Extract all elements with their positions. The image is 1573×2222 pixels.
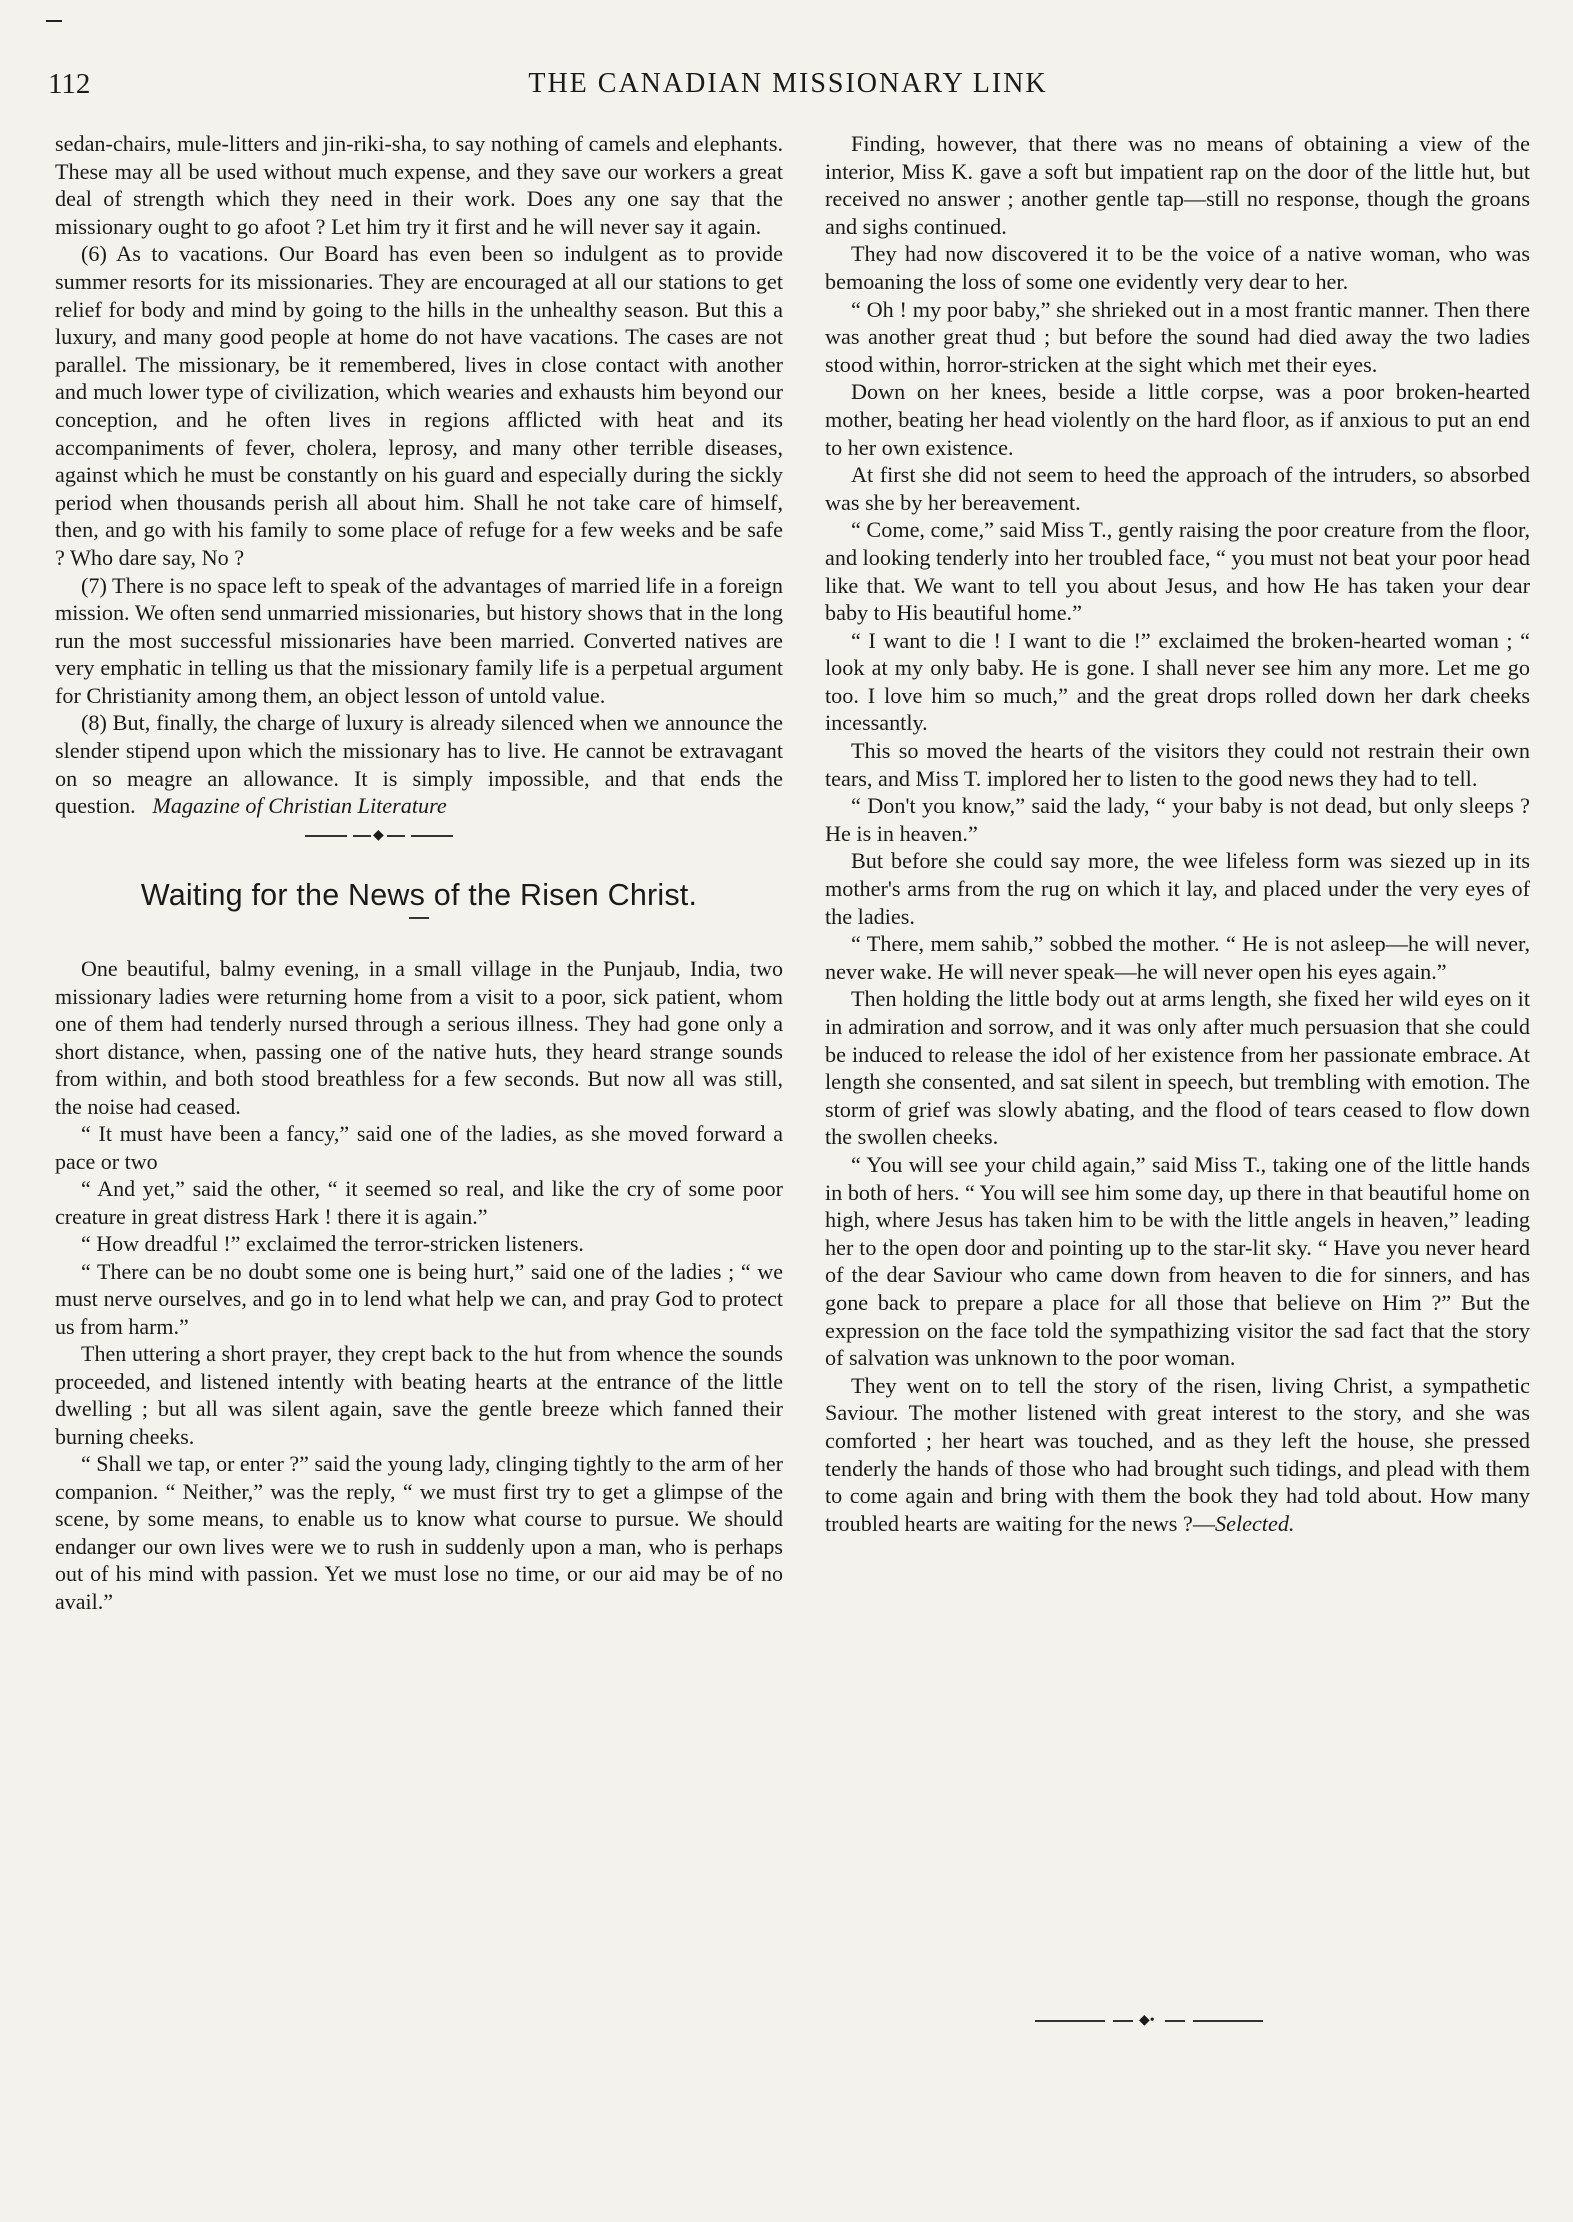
- story-paragraph: Finding, however, that there was no means of obtaining a view of the interior, Miss K. gave a soft but impatient rap on the door of the little hut, but received no answer ; another gentle tap—still no response, though the groans and sighs continued.: [825, 131, 1530, 239]
- story-paragraph: Down on her knees, beside a little corpse, was a poor broken-hearted mother, beating her head violently on the hard floor, as if anxious to put an end to her own existence.: [825, 379, 1530, 460]
- story-paragraph: But before she could say more, the wee lifeless form was siezed up in its mother's arms from the rug on which it lay, and placed under the very eyes of the ladies.: [825, 848, 1530, 929]
- corner-mark: [46, 20, 62, 22]
- story-paragraph-text: They went on to tell the story of the risen, living Christ, a sympathetic Saviour. The mother listened with great interest to the story, and she was comforted ; her heart was touched, and as they left the house, she pressed tenderly the hands of those who had brought such tidings, and plead with them to come again and bring with them the book they had told about. How many troubled hearts are waiting for the news ?: [825, 1372, 1530, 1536]
- page-number: 112: [48, 68, 91, 100]
- story-paragraph: “ How dreadful !” exclaimed the terror-stricken listeners.: [81, 1231, 584, 1257]
- article-paragraph: (7) There is no space left to speak of the advantages of married life in a foreign mission. We often send unmarried missionaries, but history shows that in the long run the most successful missionaries have been married. Converted natives are very emphatic in telling us that the missionary family life is a perpetual argument for Christianity among them, an object lesson of untold value.: [55, 572, 783, 708]
- story-paragraph: They had now discovered it to be the voice of a native woman, who was bemoaning the loss of some one evidently very dear to her.: [825, 241, 1530, 294]
- story-paragraph: They went on to tell the story of the risen, living Christ, a sympathetic Saviour. The mother listened with great interest to the story, and she was comforted ; her heart was touched, and as they left the house, she pressed tenderly the hands of those who had brought such tidings, and plead with them to come again and bring with them the book they had told about. How many troubled hearts are waiting for the news ?—Selected.: [825, 1372, 1530, 1536]
- story-paragraph: “ Don't you know,” said the lady, “ your baby is not dead, but only sleeps ? He is in heaven.”: [825, 793, 1530, 846]
- story-paragraph: “ Shall we tap, or enter ?” said the young lady, clinging tightly to the arm of her companion. “ Neither,” was the reply, “ we must first try to get a glimpse of the scene, by some means, to enable us to know what course to pursue. We should endanger our own lives were we to rush in suddenly upon a man, who is perhaps out of his mind with passion. Yet we must lose no time, or our aid may be of no avail.”: [55, 1451, 783, 1614]
- story-paragraph: At first she did not seem to heed the approach of the intruders, so absorbed was she by her bereavement.: [825, 462, 1530, 515]
- story-paragraph: “ Oh ! my poor baby,” she shrieked out in a most frantic manner. Then there was another great thud ; but before the sound had died away the two ladies stood within, horror-stricken at the sight which met their eyes.: [825, 296, 1530, 377]
- article-paragraph-text: (8) But, finally, the charge of luxury is already silenced when we announce the slender stipend upon which the missionary has to live. He cannot be extravagant on so meagre an allowance. It is simply impossible, and that ends the question.: [55, 710, 783, 819]
- story-paragraph: “ And yet,” said the other, “ it seemed so real, and like the cry of some poor creature in great distress Hark ! there it is again.”: [55, 1176, 783, 1229]
- story-paragraph: “ You will see your child again,” said Miss T., taking one of the little hands in both of hers. “ You will see him some day, up there in that beautiful home on high, where Jesus has taken him to be with the little angels in heaven,” leading her to the open door and pointing up to the star-lit sky. “ Have you never heard of the dear Saviour who came down from heaven to die for sinners, and has gone back to prepare a place for all those that believe on Him ?” But the expression on the face told the sympathizing visitor the sad fact that the story of salvation was unknown to the poor woman.: [825, 1151, 1530, 1371]
- article-source: Magazine of Christian Literature: [152, 793, 447, 819]
- story-paragraph: Then uttering a short prayer, they crept back to the hut from whence the sounds proceeded, and listened intently with beating hearts at the entrance of the little dwelling ; but all was silent again, save the gentle breeze which fanned their burning cheeks.: [55, 1341, 783, 1449]
- end-ornament: ◆•: [1035, 2011, 1295, 2031]
- article-paragraph: (6) As to vacations. Our Board has even been so indulgent as to provide summer resorts for its missionaries. They are encouraged at all our stations to get relief for body and mind by going to the hills in the unhealthy season. But this a luxury, and many good people at home do not have vacations. The cases are not parallel. The missionary, be it remembered, lives in close contact with another and much lower type of civilization, which wearies and exhausts him beyond our conception, and he often lives in regions afflicted with heat and its accompaniments of fever, cholera, leprosy, and many other terrible diseases, against which he must be constantly on his guard and especially during the sickly period when thousands perish all about him. Shall he not take care of himself, then, and go with his family to some place of refuge for a few weeks and be safe ? Who dare say, No ?: [55, 241, 783, 570]
- story-paragraph: “ There, mem sahib,” sobbed the mother. “ He is not asleep—he will never, never wake. He will never speak—he will never open his eyes again.”: [825, 931, 1530, 984]
- story-title: Waiting for the News of the Risen Christ.: [140, 877, 698, 912]
- story-paragraph: One beautiful, balmy evening, in a small village in the Punjaub, India, two missionary ladies were returning home from a visit to a poor, sick patient, whom one of them had tenderly nursed through a serious illness. They had gone only a short distance, when, passing one of the native huts, they heard strange sounds from within, and both stood breathless for a few seconds. But now all was still, the noise had ceased.: [55, 956, 783, 1119]
- article-paragraph: sedan-chairs, mule-litters and jin-riki-sha, to say nothing of camels and elephants. These may all be used without much expense, and they save our workers a great deal of strength which they need in their work. Does any one say that the missionary ought to go afoot ? Let him try it first and he will never say it again.: [55, 131, 783, 239]
- running-title: THE CANADIAN MISSIONARY LINK: [528, 68, 1048, 99]
- story-paragraph: Then holding the little body out at arms length, she fixed her wild eyes on it in admiration and sorrow, and it was only after much persuasion that she could be induced to release the idol of her existence from her passionate embrace. At length she consented, and sat silent in speech, but trembling with emotion. The storm of grief was slowly abating, and the flood of tears ceased to flow down the swollen cheeks.: [825, 986, 1530, 1150]
- page-header: [48, 68, 1528, 108]
- story-source: Selected.: [1215, 1510, 1295, 1536]
- story-paragraph: “ There can be no doubt some one is being hurt,” said one of the ladies ; “ we must nerve ourselves, and go in to lend what help we can, and pray God to protect us from harm.”: [55, 1258, 783, 1339]
- story-body: [55, 955, 783, 1615]
- section-divider-ornament: ◆: [55, 820, 783, 852]
- story-paragraph: This so moved the hearts of the visitors they could not restrain their own tears, and Miss T. implored her to listen to the good news they had to tell.: [825, 738, 1530, 791]
- left-column: [55, 130, 783, 1615]
- right-column: [825, 130, 1530, 1537]
- article-paragraph: [55, 709, 783, 819]
- story-paragraph: “ I want to die ! I want to die !” exclaimed the broken-hearted woman ; “ look at my only baby. He is gone. I shall never see him any more. Let me go too. I love him so much,” and the great drops rolled down her dark cheeks incessantly.: [825, 627, 1530, 736]
- title-underline: [409, 917, 429, 919]
- story-paragraph: “ It must have been a fancy,” said one of the ladies, as she moved forward a pace or two: [55, 1121, 783, 1174]
- story-paragraph: “ Come, come,” said Miss T., gently raising the poor creature from the floor, and looking tenderly into her troubled face, “ you must not beat your poor head like that. We want to tell you about Jesus, and how He has taken your dear baby to His beautiful home.”: [825, 517, 1530, 626]
